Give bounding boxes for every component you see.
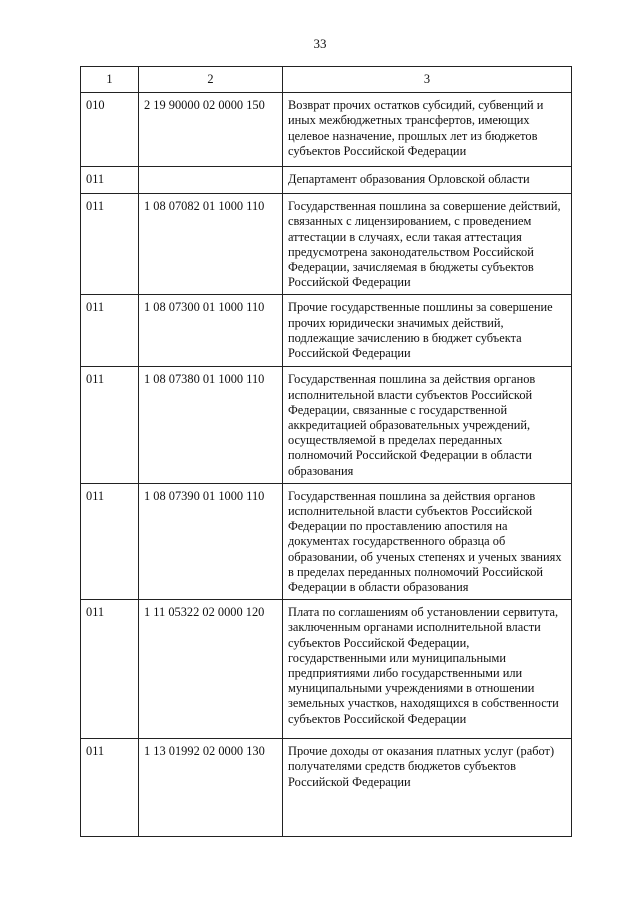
budget-code-cell: 1 11 05322 02 0000 120 <box>139 600 283 739</box>
admin-code-cell: 010 <box>81 93 139 167</box>
table-row <box>81 600 572 739</box>
revenue-name-cell: Государственная пошлина за действия органов исполнительной власти субъектов Российской Федерации по проставлению апостиля на документах государственного образца об образовании, об ученых степенях и ученых званиях в пределах переданных полномочий Российской Федерации в области образования <box>283 483 572 599</box>
revenue-name-cell: Прочие государственные пошлины за совершение прочих юридически значимых действий, подлежащие зачислению в бюджет субъекта Российской Федерации <box>283 295 572 367</box>
table-header-row <box>81 67 572 93</box>
budget-code-cell: 2 19 90000 02 0000 150 <box>139 93 283 167</box>
table-row <box>81 483 572 599</box>
revenue-name-cell: Прочие доходы от оказания платных услуг (работ) получателями средств бюджетов субъектов Российской Федерации <box>283 739 572 837</box>
admin-code-cell: 011 <box>81 483 139 599</box>
budget-code-cell: 1 08 07300 01 1000 110 <box>139 295 283 367</box>
admin-code-cell: 011 <box>81 367 139 483</box>
revenue-name-cell: Плата по соглашениям об установлении сервитута, заключенным органами исполнительной власти субъектов Российской Федерации, государственными или муниципальными предприятиями либо государственными или муниципальными учреждениями в отношении земельных участков, находящихся в собственности субъектов Российской Федерации <box>283 600 572 739</box>
budget-code-cell: 1 08 07380 01 1000 110 <box>139 367 283 483</box>
admin-code-cell: 011 <box>81 739 139 837</box>
revenue-name-cell: Государственная пошлина за совершение действий, связанных с лицензированием, с проведением аттестации в случаях, если такая аттестация предусмотрена законодательством Российской Федерации, зачисляемая в бюджеты субъектов Российской Федерации <box>283 194 572 295</box>
table-row <box>81 194 572 295</box>
table-row <box>81 295 572 367</box>
admin-code-cell: 011 <box>81 295 139 367</box>
column-header-2: 2 <box>139 67 283 93</box>
revenue-name-cell: Государственная пошлина за действия органов исполнительной власти субъектов Российской Федерации, связанные с государственной аккредитацией образовательных учреждений, осуществляемой в пределах переданных полномочий Российской Федерации в области образования <box>283 367 572 483</box>
admin-code-cell: 011 <box>81 600 139 739</box>
revenue-name-cell: Возврат прочих остатков субсидий, субвенций и иных межбюджетных трансфертов, имеющих целевое назначение, прошлых лет из бюджетов субъектов Российской Федерации <box>283 93 572 167</box>
page-number: 33 <box>313 36 327 51</box>
revenue-name-cell: Департамент образования Орловской области <box>283 167 572 194</box>
column-header-3: 3 <box>283 67 572 93</box>
table-row <box>81 367 572 483</box>
table-row <box>81 167 572 194</box>
table-row <box>81 93 572 167</box>
budget-code-cell: 1 08 07390 01 1000 110 <box>139 483 283 599</box>
admin-code-cell: 011 <box>81 167 139 194</box>
budget-codes-table <box>80 66 572 837</box>
table-row <box>81 739 572 837</box>
budget-code-cell: 1 08 07082 01 1000 110 <box>139 194 283 295</box>
admin-code-cell: 011 <box>81 194 139 295</box>
budget-code-cell: 1 13 01992 02 0000 130 <box>139 739 283 837</box>
budget-code-cell <box>139 167 283 194</box>
column-header-1: 1 <box>81 67 139 93</box>
